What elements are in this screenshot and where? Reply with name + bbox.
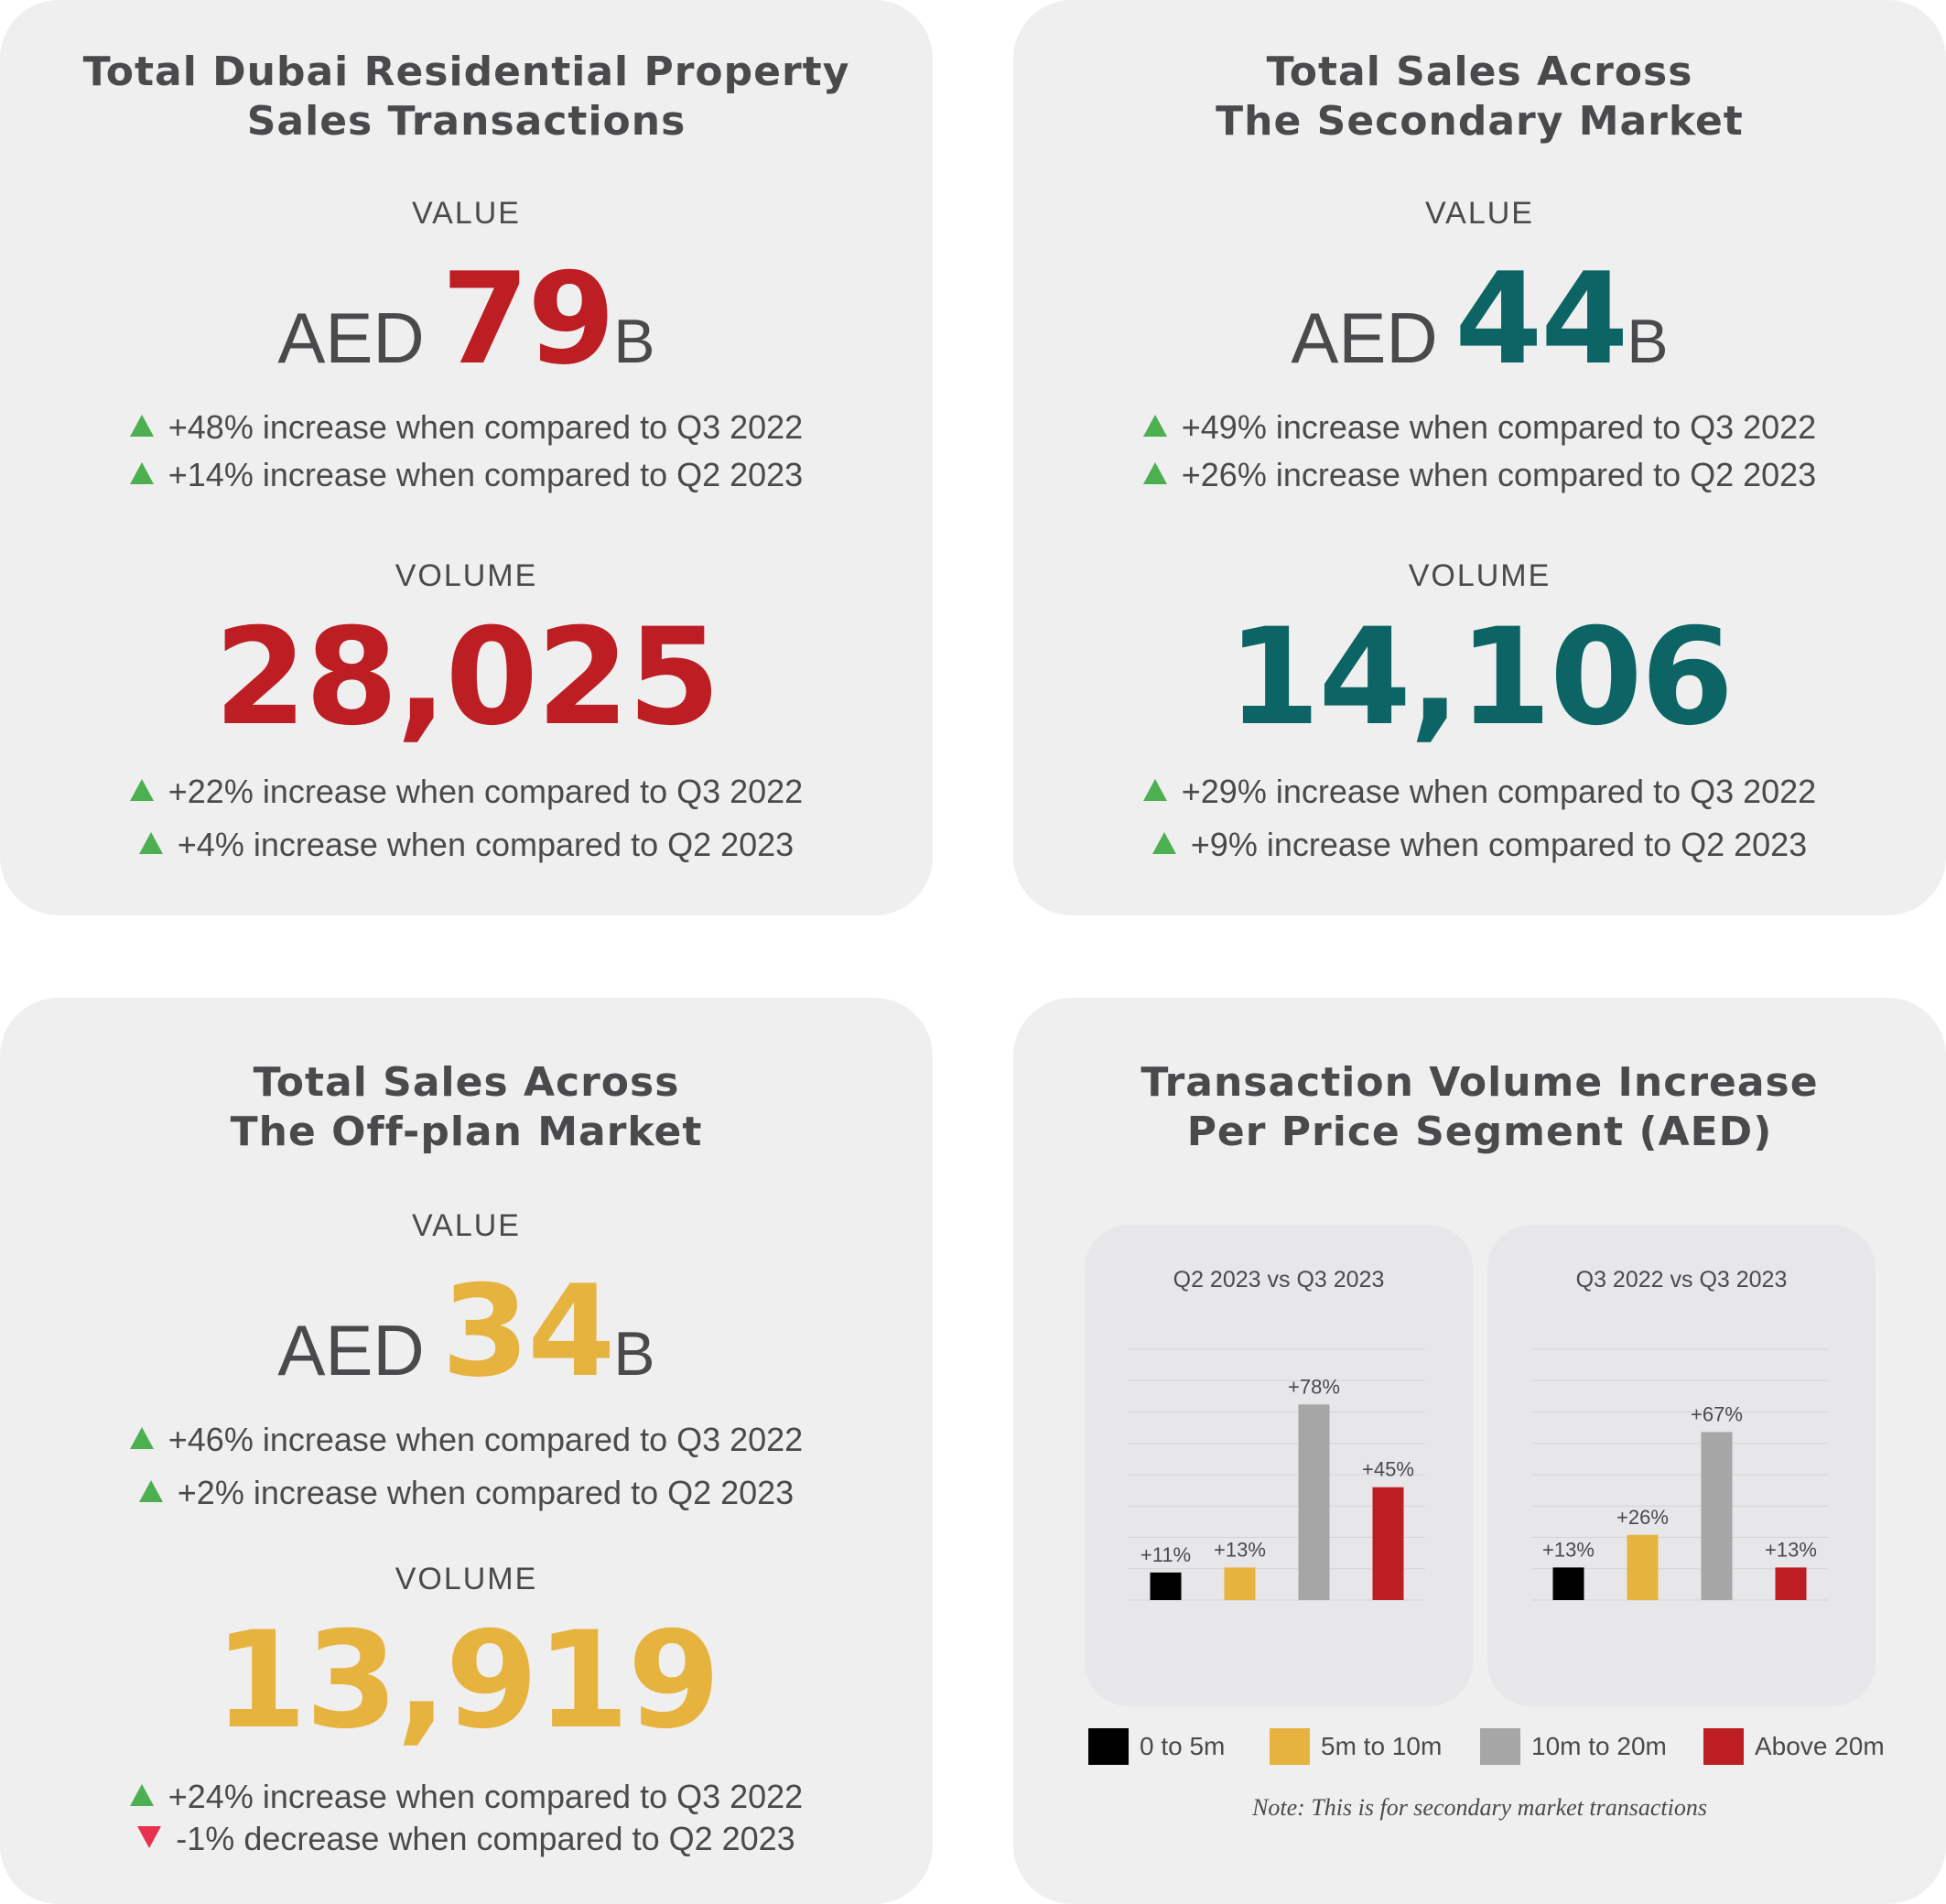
chart-title: Q3 2022 vs Q3 2023 (1575, 1267, 1788, 1293)
offplan-title-line2: The Off-plan Market (230, 1109, 703, 1155)
secondary-value-unit: B (1627, 307, 1669, 376)
offplan-value-stat-2: +2% increase when compared to Q2 2023 (0, 1474, 933, 1512)
offplan-title-line1: Total Sales Across (253, 1059, 680, 1106)
offplan-card (0, 998, 933, 1904)
down-arrow-icon (137, 1826, 161, 1848)
bar-above-20m (1373, 1488, 1404, 1600)
up-arrow-icon (130, 415, 154, 437)
legend-swatch (1480, 1728, 1520, 1765)
bar-value-label: +45% (1362, 1457, 1414, 1481)
secondary-title-line1: Total Sales Across (1266, 49, 1693, 95)
offplan-volume-stat-1: +24% increase when compared to Q3 2022 (0, 1778, 933, 1816)
chart-panel-q2-vs-q3 (1085, 1225, 1473, 1706)
secondary-value (1013, 245, 1946, 393)
bar-5m-to-10m (1627, 1535, 1659, 1600)
legend-item-above-20m: Above 20m (1703, 1728, 1885, 1769)
segments-title-line1: Transaction Volume Increase (1141, 1059, 1819, 1106)
residential-value-number: 79 (441, 245, 614, 393)
offplan-value-stat-1: +46% increase when compared to Q3 2022 (0, 1421, 933, 1459)
up-arrow-icon (130, 462, 154, 484)
bar-value-label: +26% (1616, 1505, 1669, 1529)
residential-currency: AED (277, 298, 425, 378)
residential-value-label: VALUE (412, 196, 521, 231)
up-arrow-icon (1143, 415, 1167, 437)
offplan-title (0, 1058, 933, 1157)
segments-card (1013, 998, 1946, 1904)
bar-value-label: +67% (1691, 1402, 1743, 1426)
up-arrow-icon (1143, 779, 1167, 801)
offplan-currency: AED (277, 1310, 425, 1390)
legend-item-10m-to-20m: 10m to 20m (1480, 1728, 1667, 1769)
up-arrow-icon (1152, 832, 1176, 854)
secondary-volume-stat-2: +9% increase when compared to Q2 2023 (1013, 826, 1946, 864)
legend-swatch (1270, 1728, 1310, 1765)
bar-10m-to-20m (1299, 1404, 1330, 1600)
legend-item-5m-to-10m: 5m to 10m (1270, 1728, 1442, 1769)
secondary-volume-label: VOLUME (1408, 558, 1551, 593)
up-arrow-icon (130, 1427, 154, 1449)
bar-0-to-5m (1151, 1573, 1182, 1600)
bar-5m-to-10m (1225, 1567, 1256, 1600)
legend-swatch (1088, 1728, 1129, 1765)
residential-title (0, 48, 933, 146)
offplan-value-number: 34 (441, 1258, 614, 1405)
up-arrow-icon (130, 1784, 154, 1806)
segments-title-line2: Per Price Segment (AED) (1186, 1109, 1773, 1155)
residential-value (0, 245, 933, 393)
offplan-volume-stat-2: -1% decrease when compared to Q2 2023 (0, 1820, 933, 1858)
offplan-value-label: VALUE (412, 1208, 521, 1243)
bar-value-label: +13% (1542, 1538, 1595, 1562)
residential-card (0, 0, 933, 915)
bar-value-label: +13% (1765, 1538, 1817, 1562)
residential-value-stat-2: +14% increase when compared to Q2 2023 (0, 456, 933, 494)
up-arrow-icon (1143, 462, 1167, 484)
secondary-value-label: VALUE (1425, 196, 1534, 231)
bar-value-label: +78% (1288, 1375, 1340, 1399)
up-arrow-icon (139, 1480, 163, 1502)
residential-value-stat-1: +48% increase when compared to Q3 2022 (0, 408, 933, 447)
up-arrow-icon (130, 779, 154, 801)
chart-panel-q3-2022-vs-q3-2023 (1487, 1225, 1876, 1706)
legend-swatch (1703, 1728, 1744, 1765)
residential-title-line1: Total Dubai Residential Property (82, 49, 850, 95)
bar-chart-q3-2022-vs-q3-2023 (1487, 1225, 1876, 1706)
residential-value-unit: B (613, 307, 655, 376)
offplan-volume-number: 13,919 (213, 1603, 719, 1758)
secondary-volume-stat-1: +29% increase when compared to Q3 2022 (1013, 773, 1946, 811)
up-arrow-icon (139, 832, 163, 854)
legend-item-0-to-5m: 0 to 5m (1088, 1728, 1225, 1769)
residential-title-line2: Sales Transactions (246, 98, 687, 145)
residential-volume-stat-1: +22% increase when compared to Q3 2022 (0, 773, 933, 811)
secondary-currency: AED (1291, 298, 1438, 378)
secondary-volume-number: 14,106 (1227, 600, 1733, 755)
secondary-card (1013, 0, 1946, 915)
secondary-title (1013, 48, 1946, 146)
bar-above-20m (1776, 1567, 1807, 1600)
secondary-value-stat-1: +49% increase when compared to Q3 2022 (1013, 408, 1946, 447)
offplan-value (0, 1258, 933, 1405)
secondary-title-line2: The Secondary Market (1216, 98, 1744, 145)
bar-0-to-5m (1553, 1567, 1584, 1600)
chart-legend (1088, 1728, 1912, 1769)
residential-volume-number: 28,025 (213, 600, 719, 755)
segments-title (1013, 1058, 1946, 1157)
offplan-volume-label: VOLUME (395, 1562, 538, 1596)
offplan-value-unit: B (613, 1319, 655, 1389)
secondary-value-stat-2: +26% increase when compared to Q2 2023 (1013, 456, 1946, 494)
bar-10m-to-20m (1702, 1432, 1733, 1600)
bar-chart-q2-vs-q3 (1085, 1225, 1473, 1706)
bar-value-label: +13% (1214, 1538, 1266, 1562)
chart-note: Note: This is for secondary market transactions (1252, 1794, 1707, 1821)
chart-title: Q2 2023 vs Q3 2023 (1173, 1267, 1385, 1293)
residential-volume-label: VOLUME (395, 558, 538, 593)
residential-volume-stat-2: +4% increase when compared to Q2 2023 (0, 826, 933, 864)
bar-value-label: +11% (1140, 1542, 1192, 1566)
secondary-value-number: 44 (1454, 245, 1627, 393)
